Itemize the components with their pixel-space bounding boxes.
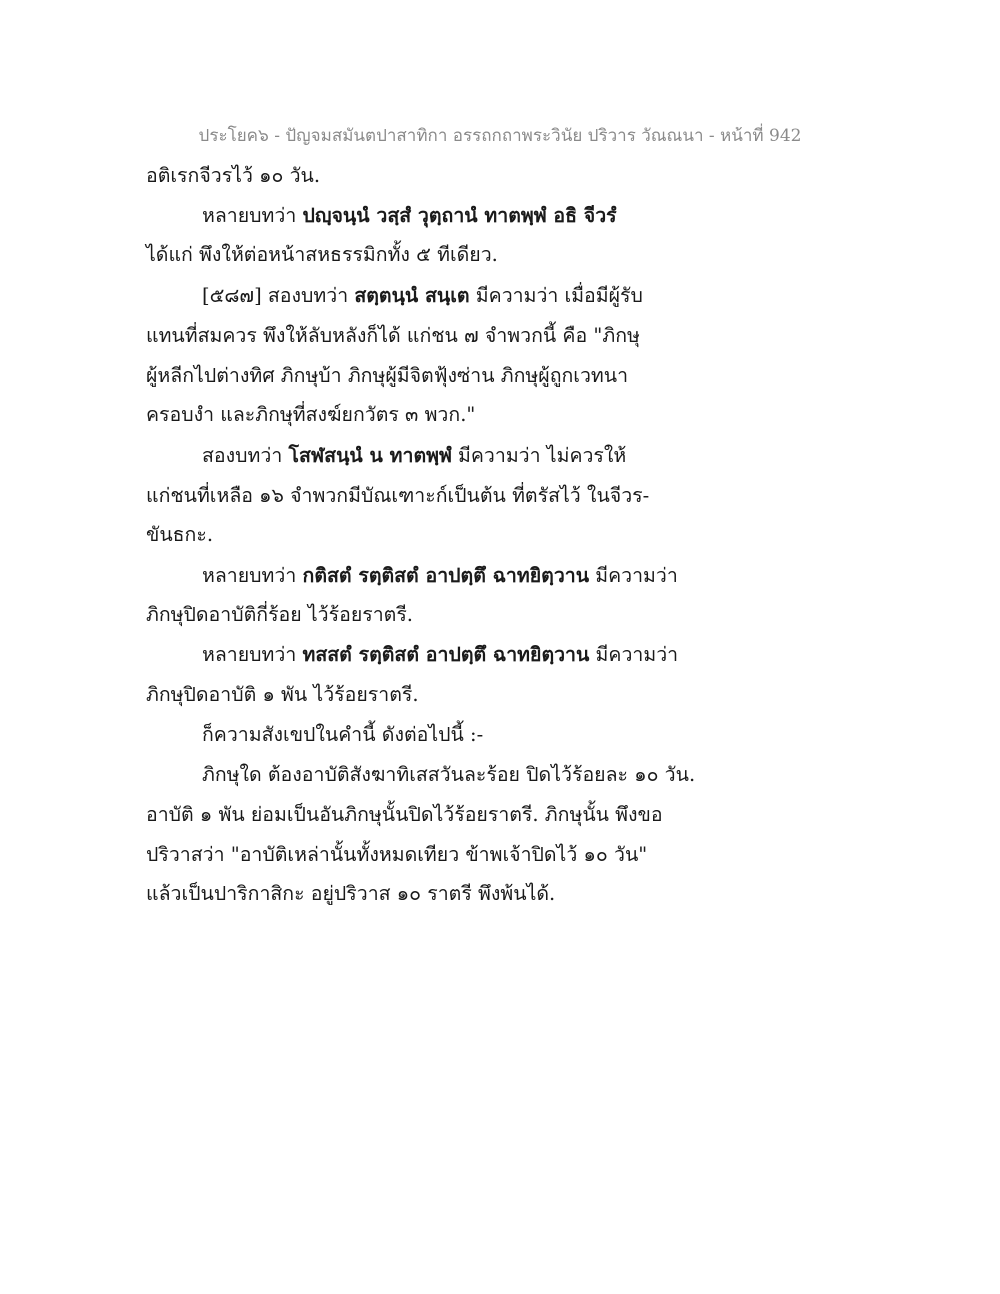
- text-line: [202, 446, 626, 466]
- pali-term: ปญฺจนฺนํ วสฺสํ วุตฺถานํ ทาตพฺพํ อธิ จีวรํ: [302, 204, 617, 227]
- text-line: [202, 286, 643, 306]
- text-line: [202, 206, 617, 226]
- text-line: แทนที่สมควร พึงให้ลับหลังก็ได้ แก่ชน ๗ จำพวกนี้ คือ "ภิกษุ: [146, 324, 640, 347]
- text-run: หลายบทว่า: [202, 564, 303, 587]
- text-line: [202, 645, 678, 665]
- text-line: อาบัติ ๑ พัน ย่อมเป็นอันภิกษุนั้นปิดไว้ร้อยราตรี. ภิกษุนั้น พึงขอ: [146, 803, 663, 826]
- text-run: มีความว่า เมื่อมีผู้รับ: [469, 284, 643, 307]
- pali-term: สตฺตนฺนํ สนฺเต: [354, 284, 470, 307]
- text-line: ขันธกะ.: [146, 523, 214, 546]
- text-line: อติเรกจีวรไว้ ๑๐ วัน.: [146, 164, 321, 187]
- running-header: ประโยค๖ - ปัญจมสมันตปาสาทิกา อรรถกถาพระวินัย ปริวาร วัณณนา - หน้าที่ 942: [198, 126, 802, 146]
- text-line: ภิกษุปิดอาบัติ ๑ พัน ไว้ร้อยราตรี.: [146, 683, 419, 706]
- text-run: หลายบทว่า: [202, 204, 303, 227]
- text-run: [๕๘๗] สองบทว่า: [202, 284, 355, 307]
- text-line: ผู้หลีกไปต่างทิศ ภิกษุบ้า ภิกษุผู้มีจิตฟุ้งซ่าน ภิกษุผู้ถูกเวทนา: [146, 364, 629, 387]
- pali-term: กติสตํ รตฺติสตํ อาปตฺตึ ฉาทยิตฺวาน: [302, 564, 590, 587]
- text-line: ภิกษุปิดอาบัติกี่ร้อย ไว้ร้อยราตรี.: [146, 603, 414, 626]
- text-run: มีความว่า ไม่ควรให้: [451, 444, 627, 467]
- text-line: ภิกษุใด ต้องอาบัติสังฆาทิเสสวันละร้อย ปิดไว้ร้อยละ ๑๐ วัน.: [202, 763, 696, 786]
- text-run: มีความว่า: [589, 643, 679, 666]
- text-run: มีความว่า: [589, 564, 678, 587]
- text-line: แล้วเป็นปาริกาสิกะ อยู่ปริวาส ๑๐ ราตรี พึงพ้นได้.: [146, 882, 556, 905]
- text-line: [202, 566, 678, 586]
- text-run: หลายบทว่า: [202, 643, 303, 666]
- text-line: ครอบงำ และภิกษุที่สงฆ์ยกวัตร ๓ พวก.": [146, 403, 476, 426]
- text-line: ก็ความสังเขปในคำนี้ ดังต่อไปนี้ :-: [202, 723, 484, 746]
- text-line: ได้แก่ พึงให้ต่อหน้าสหธรรมิกทั้ง ๕ ทีเดียว.: [146, 243, 498, 266]
- text-line: แก่ชนที่เหลือ ๑๖ จำพวกมีบัณเฑาะก์เป็นต้น ที่ตรัสไว้ ในจีวร-: [146, 484, 650, 507]
- text-run: สองบทว่า: [202, 444, 289, 467]
- pali-term: ทสสตํ รตฺติสตํ อาปตฺตึ ฉาทยิตฺวาน: [302, 643, 590, 666]
- pali-term: โสฬสนฺนํ น ทาตพฺพํ: [288, 444, 452, 467]
- text-line: ปริวาสว่า "อาบัติเหล่านั้นทั้งหมดเทียว ข้าพเจ้าปิดไว้ ๑๐ วัน": [146, 843, 648, 866]
